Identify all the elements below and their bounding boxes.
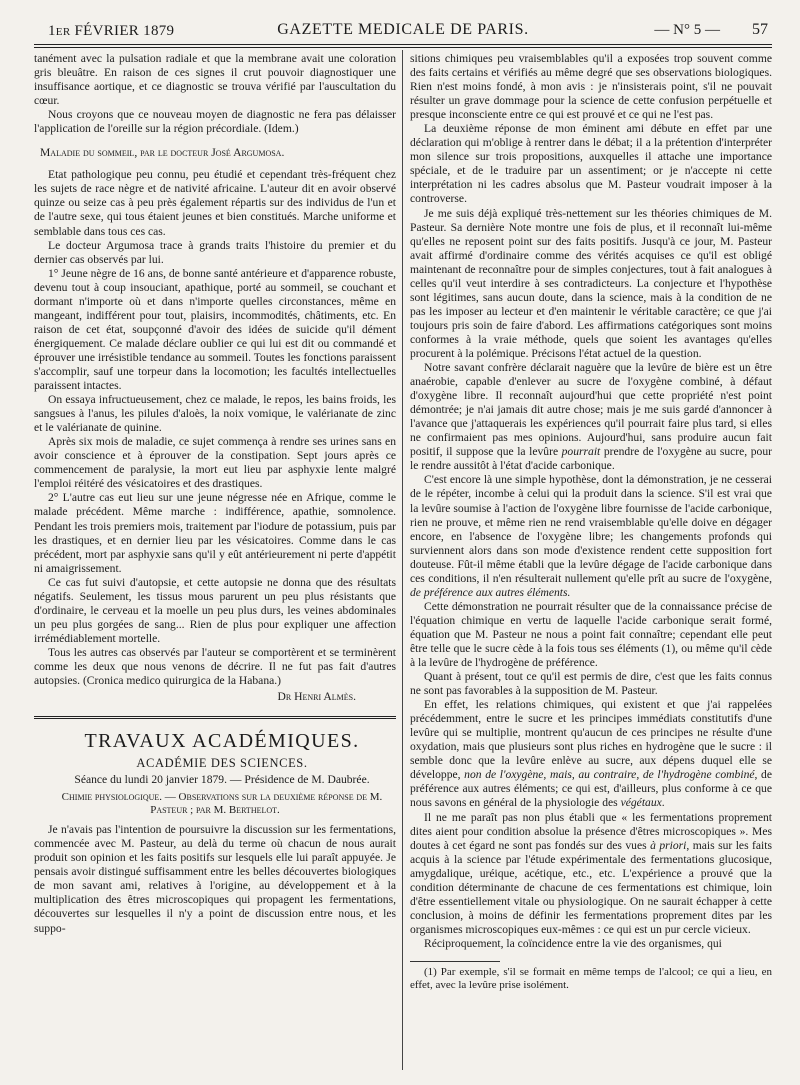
paragraph: On essaya infructueusement, chez ce malade, le repos, les bains froids, les sangsues à l'anus, les pilules d'aloès, la noix vomique, le valérianate de zinc et le valérianate de quinine.: [34, 393, 396, 435]
header-rule-secondary: [34, 47, 772, 48]
paragraph: La deuxième réponse de mon éminent ami débute en effet par une déclaration qui m'oblige à rentrer dans le débat; il a la prétention d'interpréter mon silence sur trois propositions, auxquelles il attache une importance spéciale, et de le traduire par un assentiment; or je n'accepte ni cette interprétation ni les cadres absolus que M. Pasteur voudrait imposer à la controverse.: [410, 122, 772, 206]
author-signature: Dr Henri Almès.: [277, 690, 356, 704]
issue-number: — N° 5 —: [654, 22, 720, 38]
footnote: (1) Par exemple, s'il se formait en même temps de l'alcool; ce qui a lieu, en effet, avec la levûre prise isolément.: [410, 966, 772, 991]
paragraph: Je n'avais pas l'intention de poursuivre la discussion sur les fermentations, commencée avec M. Pasteur, au delà du terme où chacun de nous aurait produit son opinion et les faits positifs sur lesquels elle lui paraît appuyée. Je pensais avoir distingué suffisamment entre les belles découvertes biologiques de mon savant ami, relatives à l'origine, au développement et à la multiplication des êtres microscopiques qui propagent les fermentations, découvertes sur lesquelles il n'y a point de discussion entre nous, et les suppo-: [34, 823, 396, 935]
paragraph: 1° Jeune nègre de 16 ans, de bonne santé antérieure et d'apparence robuste, devenu tout à coup insouciant, apathique, porté au sommeil, se couchant et dormant n'importe où et dans n'importe quelles circonstances, même en mangeant, indifférent pour tout, plaisirs, incommodités, châtiments, etc. En raison de cet état, soupçonné d'avoir des idées de suicide qu'il dément énergiquement. Ce malade déclare oublier ce qui lui est dit ou commandé et éprouver une irrésistible tendance au sommeil. Toutes les fonctions paraissent s'accomplir, sauf une torpeur dans la locomotion; les facultés intellectuelles paraissent intactes.: [34, 266, 396, 393]
column-divider: [402, 50, 403, 1070]
paragraph: Réciproquement, la coïncidence entre la vie des organismes, qui: [424, 936, 722, 950]
footnote-rule: [410, 961, 500, 962]
paragraph: Il ne me paraît pas non plus établi que « les fermentations proprement dites aient pour condition absolue la présence d'êtres microscopiques ». Mes doutes à cet égard ne sont pas fondés sur des vues à priori, mais sur les faits acquis à la science par l'étude expérimentale des fermentations glucosique, amygdalique, uréique, acétique, etc., etc. L'expérience a prouvé que la condition déterminante de chacune de ces fermentations est chimique, loin d'être essentiellement vitale ou physiologique. On ne saurait échapper à cette conclusion, à moins de définir les fermentations proprement dites par les organismes microscopiques eux-mêmes : ce qui est un pur cercle vicieux.: [410, 810, 772, 936]
paragraph: Tous les autres cas observés par l'auteur se comportèrent et se terminèrent comme les deux que nous venons de décrire. Il ne fut pas fait d'autres autopsies. (Cronica medico quirurgica de la Habana.): [34, 645, 396, 688]
emphasis: de préférence aux autres éléments.: [410, 585, 571, 599]
paragraph: Je me suis déjà expliqué très-nettement sur les théories chimiques de M. Pasteur. Sa dernière Note montre une fois de plus, et il reconnaît lui-même qu'elles ne reposent point sur des faits positifs. Jusqu'à ce jour, M. Pasteur avait affirmé d'ordinaire comme des vérités acquises ce qu'il est obligé maintenant de reconnaître pour de simples conjectures, tout à fait analogues à celles qu'il veut interdire à ses contradicteurs. La conjecture et l'hypothèse sont légitimes, sans aucun doute, dans la science, mais à la condition de ne pas les imposer au lecteur et d'en maintenir le véritable caractère; ce que j'ai toujours pris soin de faire d'abord. Les affirmations catégoriques sont moins conformes à la vraie méthode, quels que soient les avantages qu'elles procurent à la polémique. Précisons l'état actuel de la question.: [410, 206, 772, 360]
communication-title: Chimie physiologique. — Observations sur la deuxième réponse de M. Pasteur ; par M. Berthelot.: [61, 791, 383, 817]
right-column: [410, 52, 772, 992]
paragraph: Après six mois de maladie, ce sujet commença à rendre ses urines sans en avoir conscience et à éprouver de la constipation. Sept jours après ce commencement de paralysie, la mort eut lieu par asphyxie lente malgré l'emploi réitéré des vésicatoires et des drastiques.: [34, 435, 396, 491]
session-line: Séance du lundi 20 janvier 1879. — Présidence de M. Daubrée.: [74, 773, 370, 787]
paragraph: tanément avec la pulsation radiale et que la membrane avait une coloration gris bleuâtre. En raison de ces signes il crut pouvoir diagnostiquer une insuffisance aortique, et ce diagnostic se trouva vérifié par l'auscultation du cœur.: [34, 52, 396, 108]
paragraph: Notre savant confrère déclarait naguère que la levûre de bière est un être anaérobie, capable d'enlever au sucre de l'oxygène combiné, à défaut d'oxygène libre. Il reconnaît aujourd'hui que cette propriété n'est point démontrée; je n'ai jamais dit autre chose; mais je me suis gardé d'annoncer à l'avance que j'attaquerais les expériences qu'il pourrait faire plus tard, si elles ne confirmaient pas mes opinions. Aujourd'hui, sans produire aucun fait positif, il suppose que la levûre pourrait prendre de l'oxygène au sucre, pour le rendre aussitôt à l'état d'acide carbonique.: [410, 361, 772, 473]
issue-date: 1er FÉVRIER 1879: [48, 23, 175, 39]
left-column: [34, 52, 396, 936]
paragraph: Cette démonstration ne pourrait résulter que de la connaissance précise de l'équation chimique en vertu de laquelle l'acide carbonique serait formé, équation que M. Pasteur ne nous a point fait connaître; cependant elle peut être telle que le sucre cède à la fois tous ses éléments (1), ou même qu'il cède à la levûre de l'hydrogène de préférence.: [410, 599, 772, 670]
emphasis: végétaux: [620, 796, 662, 810]
journal-title: GAZETTE MEDICALE DE PARIS.: [277, 21, 529, 38]
section-divider: [34, 716, 396, 719]
article-heading: Maladie du sommeil, par le docteur José Argumosa.: [40, 146, 285, 160]
emphasis: à priori: [650, 838, 687, 852]
academy-name: ACADÉMIE DES SCIENCES.: [136, 756, 308, 771]
paragraph: Ce cas fut suivi d'autopsie, et cette autopsie ne donna que des résultats négatifs. Seulement, les tissus mous parurent un peu plus résistants que d'ordinaire, le cerveau et la moelle un peu plus durs, les veines abdominales un peu plus gorgées de sang... Rien de plus pour expliquer une affection irrémédiablement mortelle.: [34, 575, 396, 645]
section-title: TRAVAUX ACADÉMIQUES.: [84, 730, 360, 753]
page-number: 57: [752, 21, 768, 38]
paragraph: sitions chimiques peu vraisemblables qu'il a exposées trop souvent comme des faits certains et vérifiés au même degré que ses observations biologiques. Rien n'est moins fondé, à mon avis : je n'insisterais point, s'il ne pouvait résulter un grave dommage pour la science de cette confusion perpétuelle et presque inconsciente entre ce qui est prouvé et ce qui ne l'est pas.: [410, 52, 772, 122]
paragraph: C'est encore là une simple hypothèse, dont la démonstration, je ne cesserai de le répéter, incombe à celui qui la produit dans la science. S'il est vrai que la levûre soumise à l'action de l'oxygène libre fournisse de l'acide carbonique, rien ne prouve, et même rien ne rend vraisemblable qu'elle doive en dégager encore, en l'absence de l'oxygène libre; les changements profonds qui surviennent alors dans son mode d'existence rendent cette supposition fort douteuse. Fût-il même établi que la levûre dégage de l'acide carbonique dans ces conditions, il n'en résulterait nullement qu'elle prît au sucre de l'oxygène, de préférence aux autres éléments.: [410, 473, 772, 599]
paragraph: Le docteur Argumosa trace à grands traits l'histoire du premier et du dernier cas observés par lui.: [34, 238, 396, 266]
paragraph: Nous croyons que ce nouveau moyen de diagnostic ne fera pas délaisser l'application de l'oreille sur la région précordiale. (Idem.): [34, 108, 396, 136]
emphasis: non de l'oxygène, mais, au contraire, de l'hydrogène combiné: [464, 768, 755, 782]
paragraph: Etat pathologique peu connu, peu étudié et cependant très-fréquent chez les sujets de race nègre et de nativité africaine. L'auteur dit en avoir observé quinze ou seize cas à peu près également répartis sur des individus de l'un et de l'autre sexe, qui tous étaient jeunes et bien constitués. Marche uniforme et semblable dans tous ces cas.: [34, 168, 396, 238]
paragraph: En effet, les relations chimiques, qui existent et que j'ai rappelées précédemment, entre le sucre et les principes immédiats constitutifs d'une levûre qui se multiplie, montrent qu'aucun de ces principes ne résulte d'une oxydation, mais que plusieurs sont plus riches en hydrogène que le sucre : il semble donc que la levûre enlève au sucre, aux dépens duquel elle se développe, non de l'oxygène, mais, au contraire, de l'hydrogène combiné, de préférence aux autres éléments; ce qui est, d'ailleurs, plus conforme à ce que nous savons en général de la physiologie des végétaux.: [410, 698, 772, 810]
paragraph: 2° L'autre cas eut lieu sur une jeune négresse née en Afrique, comme le malade précédent. Même marche : indifférence, apathie, somnolence. Pendant les trois premiers mois, traitement par l'iodure de potassium, puis par les drastiques, et en dernier lieu par les vésicatoires. Comme dans le cas précédent, mort par asphyxie sans qu'il y eût antérieurement ni perte d'appétit ni amaigrissement.: [34, 491, 396, 575]
page-header: [34, 21, 772, 43]
header-rule: [34, 44, 772, 45]
paragraph: Quant à présent, tout ce qu'il est permis de dire, c'est que les faits connus ne sont pas favorables à la supposition de M. Pasteur.: [410, 670, 772, 698]
emphasis: pourrait: [561, 445, 601, 459]
